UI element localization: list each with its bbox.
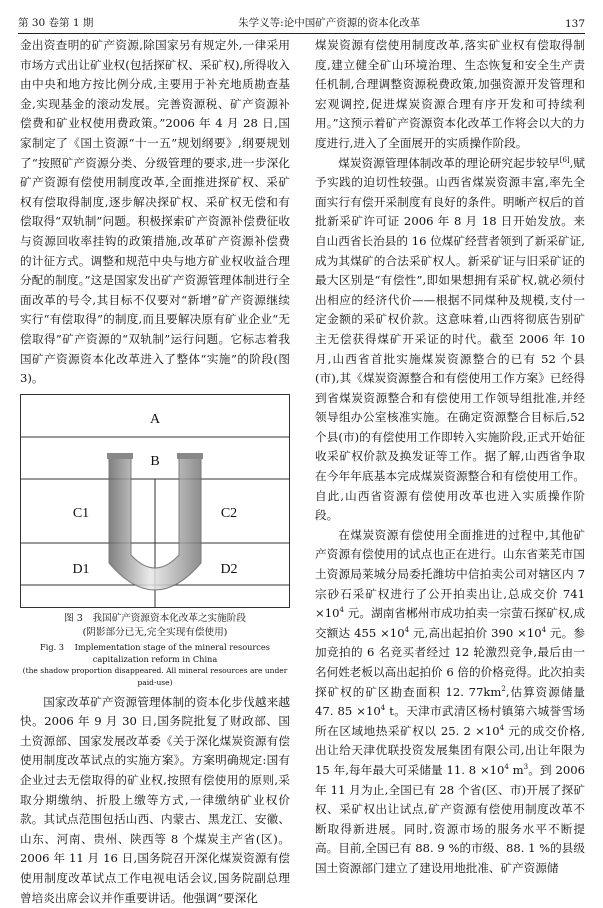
label-d2: D2 bbox=[220, 561, 238, 577]
figure-caption bbox=[20, 612, 290, 689]
paragraph: 煤炭资源管理体制改革的理论研究起步较早[6],赋予实践的迫切性较强。山西省煤炭资源丰富,率先全面实行有偿开采制度有良好的条件。明晰产权后的首批新采矿许可证 2006 年 8 月 18 日开始发放。来自山西省长治县的 16 位煤矿经营者领到了新采矿证,成为其煤矿的合法采矿权人。新采矿证与旧采矿证的最大区别是“有偿性”,即如果想拥有采矿权,就必须付出相应的经济代价——根据不同煤种及规模,支付一定金额的采矿权价款。这意味着,山西将彻底告别矿主无偿获得煤矿开采证的时代。截至 2006 年 10 月,山西省首批实施煤炭资源整合的已有 52 个县(市),其《煤炭资源整合和有偿使用工作方案》已经得到省煤炭资源整合和有偿使用工作领导组批准,并经领导组办公室核准实施。在确定资源整合目标后,52 个县(市)的有偿使用工作即转入实施阶段,正式开始征收采矿权价款及换发证等工作。据了解,山西省争取在今年年底基本完成煤炭资源整合和有偿使用工作。自此,山西省资源有偿使用改革也进入实质操作阶段。 bbox=[315, 155, 585, 523]
citation-ref: [6] bbox=[559, 155, 570, 164]
right-column bbox=[315, 36, 585, 879]
journal-volume: 第 30 卷第 1 期 bbox=[18, 17, 94, 29]
paragraph: 国家改革矿产资源管理体制的资本化步伐越来越快。2006 年 9 月 30 日,国务院批复了财政部、国土资源部、国家发展改革委《关于深化煤炭资源有偿使用制度改革试点的实施方案》。方案明确规定:国有企业过去无偿取得的矿业权,按照有偿使用的原则,采取分期缴纳、折股上缴等方式,一律缴纳矿业权价款。其试点范围包括山西、内蒙古、黑龙江、安徽、山东、河南、贵州、陕西等 8 个煤炭主产省(区)。2006 年 11 月 16 日,国务院召开深化煤炭资源有偿使用制度改革试点工作电视电话会议,国务院副总理曾培炎出席会议并作重要讲话。他强调“要深化 bbox=[20, 694, 290, 905]
article-running-title: 朱学义等:论中国矿产资源的资本化改革 bbox=[238, 17, 421, 29]
figure-3-diagram bbox=[21, 395, 289, 607]
caption-en-line3: (the shadow proportion disappeared. All mineral resources are under paid-use) bbox=[22, 665, 288, 687]
paragraph: 煤炭资源有偿使用制度改革,落实矿业权有偿取得制度,建立健全矿山环境治理、生态恢复和安全生产责任机制,合理调整资源税费政策,加强资源开发管理和宏观调控,促进煤炭资源合理有序开发和可持续利用。”这预示着矿产资源资本化改革工作将会以大的力度进行,进入了全面展开的实质操作阶段。 bbox=[315, 38, 585, 150]
label-c1: C1 bbox=[72, 505, 90, 521]
caption-en-line2: capitalization reform in China bbox=[92, 653, 218, 664]
label-d1: D1 bbox=[72, 561, 90, 577]
paragraph: 金出资查明的矿产资源,除国家另有规定外,一律采用市场方式出让矿业权(包括探矿权、采矿权),所得收入由中央和地方按比例分成,主要用于补充地质勘查基金,实现基金的滚动发展。完善资源税、矿产资源补偿费和矿业权使用费政策。”2006 年 4 月 28 日,国家制定了《国土资源“十一五”规划纲要》,纲要规划了“按照矿产资源分类、分级管理的要求,进一步深化矿产资源有偿使用制度改革,全面推进探矿权、采矿权有偿取得制度,逐步解决探矿权、采矿权无偿和有偿取得“双轨制”问题。积极探索矿产资源补偿费征收与资源回收率挂钩的政策措施,改革矿产资源补偿费的计征方式。调整和规范中央与地方矿业权收益合理分配的制度。”这是国家发出矿产资源管理体制进行全面改革的号令,其目标不仅要对“新增”矿产资源继续实行“有偿取得”的制度,而且要解决原有矿业企业“无偿取得”矿产资源的“双轨制”运行问题。它标志着我国矿产资源资本化改革进入了整体“实施”的阶段(图 3)。 bbox=[20, 38, 290, 386]
running-header bbox=[18, 8, 585, 34]
left-column bbox=[20, 36, 290, 908]
label-c2: C2 bbox=[220, 505, 238, 521]
caption-cn-note: (阴影部分已无,完全实现有偿使用) bbox=[82, 627, 228, 639]
caption-en-label: Fig. 3 bbox=[40, 641, 64, 652]
page-number: 137 bbox=[564, 18, 585, 30]
paragraph: 在煤炭资源有偿使用全面推进的过程中,其他矿产资源有偿使用的试点也正在进行。山东省莱芜市国土资源局莱城分局委托潍坊中信拍卖公司对辖区内 7 宗砂石采矿权进行了公开拍卖出让,总成交价 $741 \times 10^4$ 元。湖南省郴州市成功拍卖一宗萤石探矿权,成交额达 $455 \times 10^4$ 元,高出起拍价 $390 \times 10^4$ 元。参加竞拍的 6 名竞买者经过 12 轮激烈竞争,最后由一名何姓老板以高出起拍价 6 倍的价格竞得。此次拍卖探矿权的矿区勘查面积 12. $77km^2$,估算资源储量 47. $85 \times 10^4$ t。天津市武清区杨村镇第六城誉雪场所在区域地热采矿权以 25. $2 \times 10^4$ 元的成交价格,出让给天津优联投资发展集团有限公司,出让年限为 15 年,每年最大可采储量 11. $8 \times 10^4$ $m^3$。到 2006 年 11 月为止,全国已有 28 个省(区、市)开展了探矿权、采矿权出让试点,矿产资源有偿使用制度改革不断取得新进展。同时,资源市场的服务水平不断提高。目前,全国已有 88. 9 %的市级、88. 1 %的县级国土资源部门建立了建设用地批准、矿产资源储 bbox=[315, 527, 586, 875]
caption-en-line1 bbox=[20, 641, 290, 653]
caption-en-text1: Implementation stage of the mineral resources bbox=[74, 641, 270, 652]
caption-cn: 图 3 我国矿产资源资本化改革之实施阶段 bbox=[64, 612, 246, 624]
figure-3 bbox=[20, 394, 290, 608]
label-a: A bbox=[149, 411, 161, 427]
label-b: B bbox=[150, 453, 160, 469]
